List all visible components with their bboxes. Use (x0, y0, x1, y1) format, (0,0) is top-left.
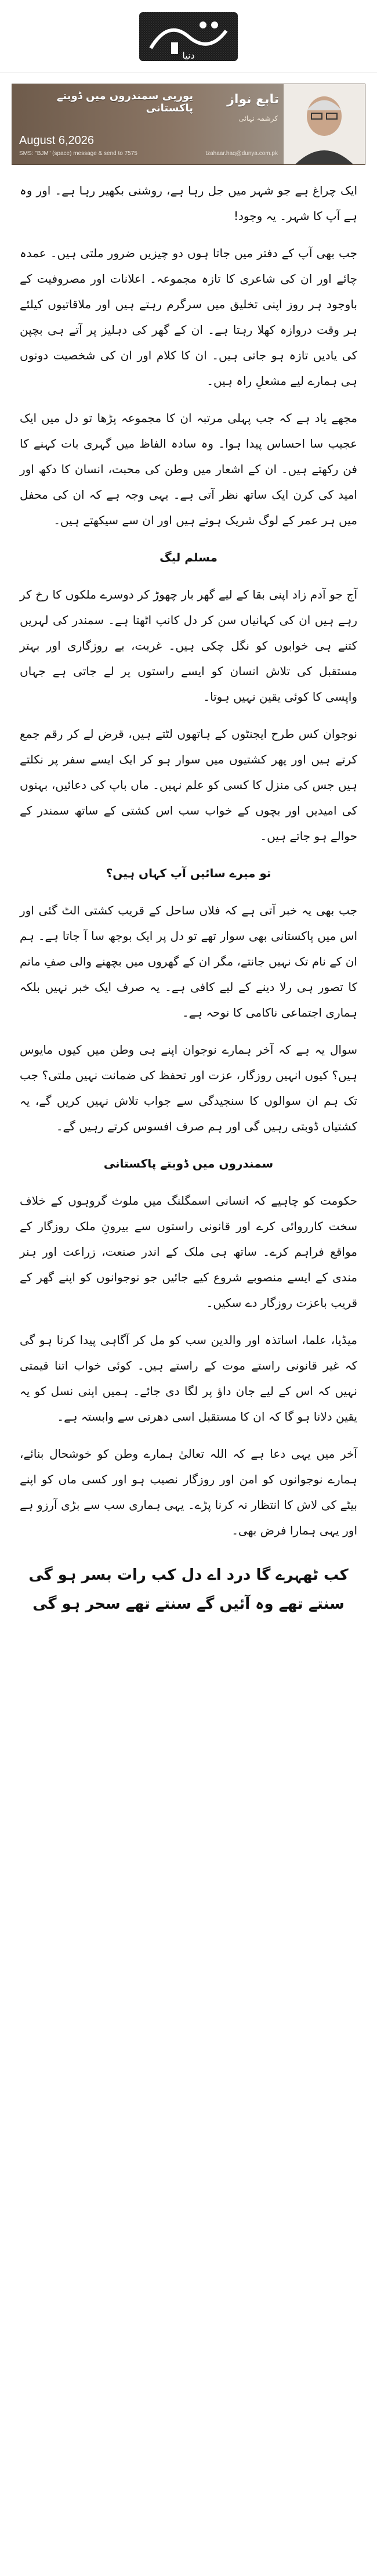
article-paragraph: ایک چراغ ہے جو شہر میں جل رہا ہے، روشنی بکھیر رہا ہے۔ اور وہ ہے آپ کا شہر۔ یہ وجود! (20, 183, 357, 223)
article-paragraph: سوال یہ ہے کہ آخر ہمارے نوجوان اپنے ہی وطن میں کیوں مایوس ہیں؟ کیوں انہیں روزگار، عزت اور تحفظ کی ضمانت نہیں ملتی؟ جب تک ہم ان سوالوں کا سنجیدگی سے جواب تلاش نہیں کریں گے، یہ کشتیاں ڈوبتی رہیں گی اور ہم صرف افسوس کرتے رہیں گے۔ (20, 1043, 357, 1133)
byline-banner (12, 84, 365, 165)
author-email: tzahaar.haq@dunya.com.pk (205, 150, 278, 157)
masthead (0, 0, 377, 73)
closing-poem (20, 1561, 357, 1619)
publication-date: August 6,2026 (19, 134, 94, 147)
article-paragraph: جب بھی یہ خبر آتی ہے کہ فلاں ساحل کے قریب کشتی الٹ گئی اور اس میں پاکستانی بھی سوار تھے تو دل پر ایک بوجھ سا آ جاتا ہے۔ ہم ان کے نام تک نہیں جانتے، مگر ان کے گھروں میں بچھنے والی صفِ ماتم کا تصور ہی رلا دینے کے لیے کافی ہے۔ یہ صرف ایک خبر نہیں بلکہ ہماری اجتماعی ناکامی کا نوحہ ہے۔ (20, 903, 357, 1019)
article-subhead: تو میرے سائیں آپ کہاں ہیں؟ (106, 866, 271, 880)
author-name: تابع نواز (227, 92, 279, 107)
article-paragraph: حکومت کو چاہیے کہ انسانی اسمگلنگ میں ملوث گروہوں کے خلاف سخت کارروائی کرے اور قانونی راستوں سے بیرونِ ملک روزگار کے مواقع فراہم کرے۔ ساتھ ہی ملک کے اندر صنعت، زراعت اور ہنر مندی کے ایسے منصوبے شروع کیے جائیں جو نوجوانوں کو اپنے گھر کے قریب باعزت روزگار دے سکیں۔ (20, 1194, 357, 1310)
article-subhead: سمندروں میں ڈوبتے پاکستانی (103, 1157, 274, 1170)
dunya-logo-icon (116, 8, 261, 66)
article-body (20, 178, 357, 1619)
article-paragraph: مجھے یاد ہے کہ جب پہلی مرتبہ ان کا مجموعہ پڑھا تو دل میں ایک عجیب سا احساس پیدا ہوا۔ وہ سادہ الفاظ میں گہری بات کہنے کا فن رکھتے ہیں۔ ان کے اشعار میں وطن کی محبت، انسان کا دکھ اور امید کی کرن ایک ساتھ نظر آتی ہے۔ یہی وجہ ہے کہ ان کی محفل میں ہر عمر کے لوگ شریک ہوتے ہیں اور ان سے سیکھتے ہیں۔ (20, 411, 357, 527)
article-headline: یورپی سمندروں میں ڈوبتے پاکستانی (56, 90, 193, 114)
poem-line: کب ٹھہرے گا درد اے دل کب رات بسر ہو گی (28, 1566, 349, 1584)
poem-line: سنتے تھے وہ آئیں گے سنتے تھے سحر ہو گی (32, 1595, 345, 1613)
article-paragraph: جب بھی آپ کے دفتر میں جاتا ہوں دو چیزیں ضرور ملتی ہیں۔ عمدہ چائے اور ان کی شاعری کا تازہ مجموعہ۔ اعلانات اور مصروفیت کے باوجود ہر روز اپنی تخلیق میں سرگرم رہتے ہیں اور ملاقاتیوں کیلئے ہر وقت دروازہ کھلا رہتا ہے۔ ان کے گھر کی دہلیز پر آتے ہی بچپن کی یادیں تازہ ہو جاتی ہیں۔ ان کا کلام اور ان کی شخصیت دونوں ہی ہمارے لیے مشعلِ راہ ہیں۔ (20, 246, 357, 388)
author-photo (284, 84, 365, 164)
article-paragraph: نوجوان کس طرح ایجنٹوں کے ہاتھوں لٹتے ہیں، قرض لے کر رقم جمع کرتے ہیں اور پھر کشتیوں میں سوار ہو کر ایک ایسے سفر پر نکلتے ہیں جس کی منزل کا کسی کو علم نہیں۔ ماں باپ کی دعائیں، بہنوں کی امیدیں اور بچوں کے خواب سب اس کشتی کے ساتھ سمندر کے حوالے ہو جاتے ہیں۔ (20, 727, 357, 843)
column-name: کرشمہ نہائی (238, 114, 278, 123)
article-paragraph: آخر میں یہی دعا ہے کہ اللہ تعالیٰ ہمارے وطن کو خوشحال بنائے، ہمارے نوجوانوں کو امن اور روزگار نصیب ہو اور کسی ماں کو اپنے بیٹے کی لاش کا انتظار نہ کرنا پڑے۔ یہی ہماری سب سے بڑی آرزو ہے اور یہی ہمارا فرض بھی۔ (20, 1447, 357, 1537)
article-paragraph: میڈیا، علما، اساتذہ اور والدین سب کو مل کر آگاہی پیدا کرنا ہو گی کہ غیر قانونی راستے موت کے راستے ہیں۔ کوئی خواب اتنا قیمتی نہیں کہ اس کے لیے جان داؤ پر لگا دی جائے۔ ہمیں اپنی نسل کو یہ یقین دلانا ہو گا کہ ان کا مستقبل اسی دھرتی سے وابستہ ہے۔ (20, 1333, 357, 1424)
logo-text: دنیا (182, 49, 195, 61)
article-paragraph: آج جو آدم زاد اپنی بقا کے لیے گھر بار چھوڑ کر دوسرے ملکوں کا رخ کر رہے ہیں ان کی کہانیاں سن کر دل کانپ اٹھتا ہے۔ سمندر کی لہریں کتنے ہی خوابوں کو نگل چکی ہیں۔ غربت، بے روزگاری اور بہتر مستقبل کی تلاش انسان کو ایسے راستوں پر لے جاتی ہے جہاں واپسی کا کوئی یقین نہیں ہوتا۔ (20, 588, 357, 704)
article-subhead: مسلم لیگ (160, 550, 217, 564)
sms-instructions: SMS: "BJM" (space) message & send to 7575 (19, 150, 137, 157)
